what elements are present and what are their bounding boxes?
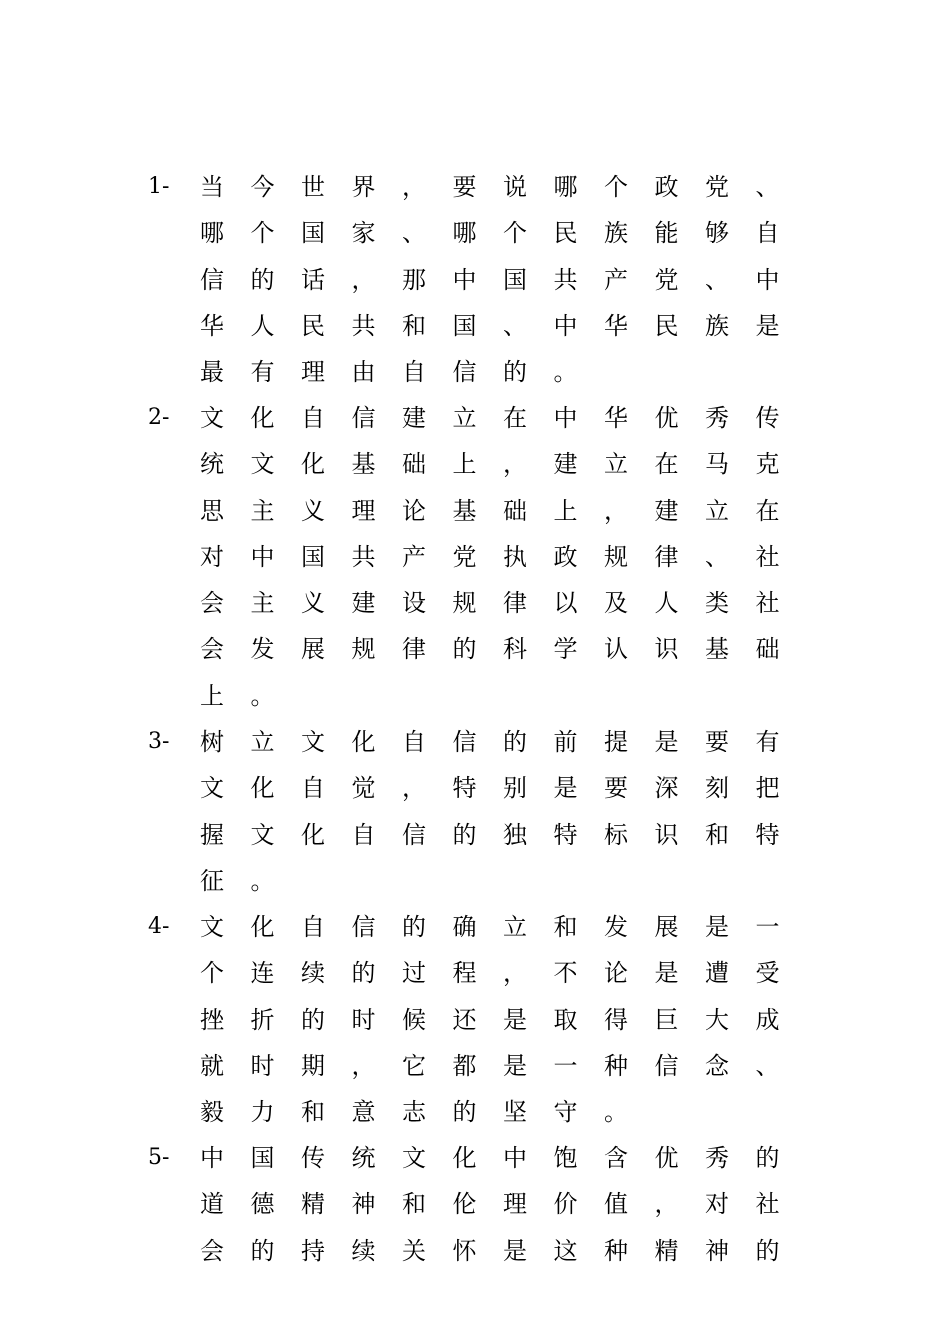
text-char: 国: [301, 219, 325, 248]
text-char: 精: [301, 1190, 325, 1219]
text-char: 的: [755, 1144, 780, 1172]
text-char: 持: [301, 1236, 325, 1265]
text-char: 人: [654, 589, 679, 618]
text-char: 础: [755, 635, 780, 664]
text-char: 化: [452, 1144, 477, 1172]
text-char: 不: [553, 959, 578, 988]
text-char: 挫: [200, 1005, 224, 1034]
text-char: 价: [553, 1190, 578, 1219]
text-char: ，: [402, 173, 426, 201]
text-char: 的: [755, 1236, 780, 1265]
text-line: [200, 950, 806, 996]
text-char: 说: [503, 173, 527, 201]
text-char: 人: [250, 311, 275, 340]
text-char: 种: [604, 1236, 628, 1265]
text-char: 政: [654, 173, 679, 201]
text-char: 立: [604, 450, 628, 479]
text-char: 把: [755, 774, 780, 803]
text-char: 中: [452, 265, 477, 294]
text-line: [200, 488, 806, 534]
text-char: 化: [301, 450, 325, 479]
text-line: [200, 534, 806, 580]
text-char: 的: [402, 913, 426, 941]
text-char: ，: [604, 496, 628, 525]
text-char: 上: [200, 681, 224, 710]
text-char: 个: [604, 173, 628, 201]
text-char: 怀: [452, 1236, 477, 1265]
text-char: 守: [553, 1098, 578, 1127]
text-char: 民: [553, 219, 578, 248]
text-char: ，: [503, 959, 527, 988]
text-char: 时: [351, 1005, 376, 1034]
text-char: 化: [351, 728, 376, 756]
text-char: 产: [402, 542, 426, 571]
text-char: 识: [654, 635, 679, 664]
text-char: 族: [604, 219, 628, 248]
text-char: 哪: [553, 173, 578, 201]
text-line: [200, 626, 806, 672]
text-char: 。: [250, 866, 275, 895]
text-char: 得: [604, 1005, 628, 1034]
text-char: 共: [553, 265, 578, 294]
text-char: 会: [200, 635, 224, 664]
text-char: 会: [200, 589, 224, 618]
text-char: 立: [250, 728, 275, 756]
text-char: 种: [604, 1051, 628, 1080]
text-char: 的: [351, 959, 376, 988]
text-char: 是: [503, 1005, 527, 1034]
text-char: 规: [604, 542, 628, 571]
text-char: 化: [250, 913, 275, 941]
text-char: 自: [402, 728, 426, 756]
text-char: 界: [351, 173, 376, 201]
text-char: 信: [402, 820, 426, 849]
text-char: 党: [654, 265, 679, 294]
text-char: 社: [755, 589, 780, 618]
text-char: 国: [301, 542, 325, 571]
text-char: 标: [604, 820, 628, 849]
text-char: 程: [452, 959, 477, 988]
text-char: 握: [200, 820, 224, 849]
text-char: 建: [402, 404, 426, 432]
text-line: [200, 580, 806, 626]
text-char: 、: [755, 173, 780, 201]
text-char: 会: [200, 1236, 224, 1265]
text-line: [200, 765, 806, 811]
text-char: 够: [705, 219, 729, 248]
text-char: 立: [705, 496, 729, 525]
text-char: 律: [654, 542, 679, 571]
text-char: 信: [654, 1051, 679, 1080]
text-char: 还: [452, 1005, 477, 1034]
text-char: 中: [250, 542, 275, 571]
text-char: 个: [250, 219, 275, 248]
text-char: 期: [301, 1051, 325, 1080]
text-char: ，: [351, 265, 376, 294]
text-char: 秀: [705, 1144, 729, 1172]
text-line: [200, 303, 806, 349]
text-char: 共: [351, 311, 376, 340]
text-char: 值: [604, 1190, 628, 1219]
text-char: 和: [553, 913, 578, 941]
text-char: 中: [755, 265, 780, 294]
text-char: 中: [553, 311, 578, 340]
text-char: 论: [402, 496, 426, 525]
text-char: 过: [402, 959, 426, 988]
text-char: 科: [503, 635, 527, 664]
text-char: 共: [351, 542, 376, 571]
text-char: 时: [250, 1051, 275, 1080]
text-line: [200, 719, 806, 765]
text-char: 力: [250, 1098, 275, 1127]
text-char: 优: [654, 404, 679, 432]
text-char: 统: [351, 1144, 376, 1172]
text-char: 确: [452, 913, 477, 941]
text-char: 志: [402, 1098, 426, 1127]
text-char: 要: [452, 173, 477, 201]
text-char: 、: [705, 542, 729, 571]
text-char: 哪: [452, 219, 477, 248]
text-line: [200, 904, 806, 950]
text-char: 立: [503, 913, 527, 941]
text-char: 自: [301, 913, 325, 941]
text-char: 巨: [654, 1005, 679, 1034]
text-line: [200, 858, 806, 904]
text-char: 律: [503, 589, 527, 618]
text-char: 征: [200, 866, 224, 895]
text-char: 取: [553, 1005, 578, 1034]
text-char: 识: [654, 820, 679, 849]
text-char: 关: [402, 1236, 426, 1265]
item-text: [200, 904, 806, 1135]
text-line: [200, 441, 806, 487]
text-line: [200, 1181, 806, 1227]
text-char: 自: [351, 820, 376, 849]
item-number: 3-: [148, 729, 170, 754]
text-char: 马: [705, 450, 729, 479]
text-char: 律: [402, 635, 426, 664]
text-char: 华: [604, 311, 628, 340]
text-line: [200, 812, 806, 858]
text-char: 神: [705, 1236, 729, 1265]
item-number: 4-: [148, 914, 170, 939]
text-char: 族: [705, 311, 729, 340]
text-char: 学: [553, 635, 578, 664]
text-char: 认: [604, 635, 628, 664]
text-char: 成: [755, 1005, 780, 1034]
text-char: 神: [351, 1190, 376, 1219]
text-char: 执: [503, 542, 527, 571]
text-char: 受: [755, 959, 780, 988]
text-char: 是: [503, 1051, 527, 1080]
text-char: 传: [301, 1144, 325, 1172]
text-char: 是: [553, 774, 578, 803]
text-char: 文: [402, 1144, 426, 1172]
text-char: 个: [200, 959, 224, 988]
text-char: 社: [755, 542, 780, 571]
text-char: ，: [654, 1190, 679, 1219]
text-char: 候: [402, 1005, 426, 1034]
text-char: 饱: [553, 1144, 578, 1172]
text-char: 的: [250, 265, 275, 294]
text-char: 规: [351, 635, 376, 664]
text-char: 化: [301, 820, 325, 849]
text-char: 义: [301, 589, 325, 618]
text-char: 基: [452, 496, 477, 525]
text-char: 连: [250, 959, 275, 988]
text-char: 和: [402, 1190, 426, 1219]
text-char: 要: [604, 774, 628, 803]
text-line: [200, 997, 806, 1043]
text-char: 是: [755, 311, 780, 340]
text-char: 和: [705, 820, 729, 849]
text-char: 以: [553, 589, 578, 618]
text-char: 发: [604, 913, 628, 941]
text-char: 中: [200, 1144, 224, 1172]
text-char: 、: [402, 219, 426, 248]
text-char: 续: [351, 1236, 376, 1265]
text-char: 自: [301, 774, 325, 803]
text-char: 、: [755, 1051, 780, 1080]
text-char: 基: [705, 635, 729, 664]
text-char: 信: [452, 728, 477, 756]
text-char: 这: [553, 1236, 578, 1265]
text-char: 文: [250, 820, 275, 849]
text-char: 文: [301, 728, 325, 756]
text-char: 是: [705, 913, 729, 941]
text-char: 那: [402, 265, 426, 294]
text-char: 续: [301, 959, 325, 988]
text-char: 由: [351, 358, 376, 387]
text-char: 社: [755, 1190, 780, 1219]
text-char: 。: [604, 1098, 628, 1127]
text-char: 基: [351, 450, 376, 479]
text-char: 在: [654, 450, 679, 479]
text-char: 最: [200, 358, 224, 387]
text-char: 折: [250, 1005, 275, 1034]
item-number: 5-: [148, 1145, 170, 1170]
text-char: 自: [301, 404, 325, 432]
text-char: 觉: [351, 774, 376, 803]
text-char: 就: [200, 1051, 224, 1080]
text-char: 独: [503, 820, 527, 849]
text-char: 国: [250, 1144, 275, 1172]
text-char: 展: [301, 635, 325, 664]
text-char: 自: [755, 219, 780, 248]
text-char: 遭: [705, 959, 729, 988]
text-char: 德: [250, 1190, 275, 1219]
text-char: ，: [503, 450, 527, 479]
text-line: [200, 1135, 806, 1181]
text-char: 文: [200, 404, 224, 432]
text-char: 及: [604, 589, 628, 618]
text-char: 党: [705, 173, 729, 201]
text-char: 前: [553, 728, 578, 756]
text-char: 哪: [200, 219, 224, 248]
text-char: 克: [755, 450, 780, 479]
text-char: 世: [301, 173, 325, 201]
text-char: 是: [654, 728, 679, 756]
text-char: 。: [553, 358, 578, 387]
text-char: 话: [301, 265, 325, 294]
text-char: 树: [200, 728, 224, 756]
text-char: 深: [654, 774, 679, 803]
text-char: 和: [301, 1098, 325, 1127]
text-line: [200, 257, 806, 303]
text-char: 含: [604, 1144, 628, 1172]
item-text: [200, 719, 806, 904]
text-char: 在: [503, 404, 527, 432]
item-text: [200, 395, 806, 719]
text-char: 义: [301, 496, 325, 525]
text-char: 中: [503, 1144, 527, 1172]
text-char: 上: [452, 450, 477, 479]
text-char: 道: [200, 1190, 224, 1219]
text-char: 别: [503, 774, 527, 803]
text-char: 要: [705, 728, 729, 756]
text-char: 特: [452, 774, 477, 803]
text-char: 党: [452, 542, 477, 571]
text-char: 一: [755, 913, 780, 941]
text-line: [200, 1089, 806, 1135]
text-char: 理: [503, 1190, 527, 1219]
text-char: 华: [200, 311, 224, 340]
text-char: 文: [250, 450, 275, 479]
text-char: 能: [654, 219, 679, 248]
text-char: 化: [250, 774, 275, 803]
text-char: 的: [452, 635, 477, 664]
text-char: 它: [402, 1051, 426, 1080]
text-char: 一: [553, 1051, 578, 1080]
text-char: 设: [402, 589, 426, 618]
text-line: [200, 395, 806, 441]
text-char: 个: [503, 219, 527, 248]
text-char: 民: [301, 311, 325, 340]
text-char: 的: [452, 820, 477, 849]
text-char: 思: [200, 496, 224, 525]
text-char: ，: [351, 1051, 376, 1080]
text-char: 传: [755, 404, 780, 432]
text-char: 、: [503, 311, 527, 340]
text-char: ，: [402, 774, 426, 803]
text-char: 自: [402, 358, 426, 387]
text-char: 精: [654, 1236, 679, 1265]
text-char: 的: [301, 1005, 325, 1034]
text-char: 特: [755, 820, 780, 849]
text-char: 提: [604, 728, 628, 756]
text-char: 。: [250, 681, 275, 710]
text-char: 展: [654, 913, 679, 941]
text-char: 大: [705, 1005, 729, 1034]
text-char: 立: [452, 404, 477, 432]
text-char: 类: [705, 589, 729, 618]
text-char: 华: [604, 404, 628, 432]
text-char: 的: [452, 1098, 477, 1127]
text-char: 秀: [705, 404, 729, 432]
text-char: 对: [200, 542, 224, 571]
text-line: [200, 1043, 806, 1089]
text-char: 础: [402, 450, 426, 479]
text-line: [200, 1228, 806, 1274]
text-char: 建: [553, 450, 578, 479]
text-char: 在: [755, 496, 780, 525]
text-char: 国: [503, 265, 527, 294]
item-number: 1-: [148, 174, 170, 199]
text-char: 特: [553, 820, 578, 849]
text-char: 论: [604, 959, 628, 988]
text-char: 理: [351, 496, 376, 525]
text-char: 、: [705, 265, 729, 294]
text-char: 础: [503, 496, 527, 525]
text-char: 都: [452, 1051, 477, 1080]
text-line: [200, 349, 806, 395]
text-line: [200, 210, 806, 256]
text-char: 信: [452, 358, 477, 387]
text-char: 文: [200, 774, 224, 803]
text-char: 今: [250, 173, 275, 201]
item-number: 2-: [148, 405, 170, 430]
text-char: 文: [200, 913, 224, 941]
text-line: [200, 673, 806, 719]
text-char: 国: [452, 311, 477, 340]
text-char: 和: [402, 311, 426, 340]
text-char: 化: [250, 404, 275, 432]
text-char: 的: [503, 358, 527, 387]
text-char: 刻: [705, 774, 729, 803]
text-char: 规: [452, 589, 477, 618]
text-char: 有: [250, 358, 275, 387]
text-char: 有: [755, 728, 780, 756]
text-char: 理: [301, 358, 325, 387]
text-char: 当: [200, 173, 224, 201]
item-text: [200, 1135, 806, 1274]
item-text: [200, 164, 806, 395]
text-char: 主: [250, 589, 275, 618]
text-char: 产: [604, 265, 628, 294]
text-char: 对: [705, 1190, 729, 1219]
text-line: [200, 164, 806, 210]
text-char: 念: [705, 1051, 729, 1080]
text-char: 上: [553, 496, 578, 525]
text-char: 民: [654, 311, 679, 340]
text-char: 政: [553, 542, 578, 571]
text-char: 建: [351, 589, 376, 618]
text-char: 的: [250, 1236, 275, 1265]
text-char: 中: [553, 404, 578, 432]
text-char: 发: [250, 635, 275, 664]
text-char: 伦: [452, 1190, 477, 1219]
text-char: 是: [654, 959, 679, 988]
text-char: 信: [351, 404, 376, 432]
text-char: 建: [654, 496, 679, 525]
text-char: 意: [351, 1098, 376, 1127]
text-char: 是: [503, 1236, 527, 1265]
text-char: 坚: [503, 1098, 527, 1127]
text-char: 信: [200, 265, 224, 294]
text-char: 信: [351, 913, 376, 941]
text-char: 主: [250, 496, 275, 525]
text-char: 毅: [200, 1098, 224, 1127]
text-char: 的: [503, 728, 527, 756]
text-char: 优: [654, 1144, 679, 1172]
text-char: 统: [200, 450, 224, 479]
text-char: 家: [351, 219, 376, 248]
